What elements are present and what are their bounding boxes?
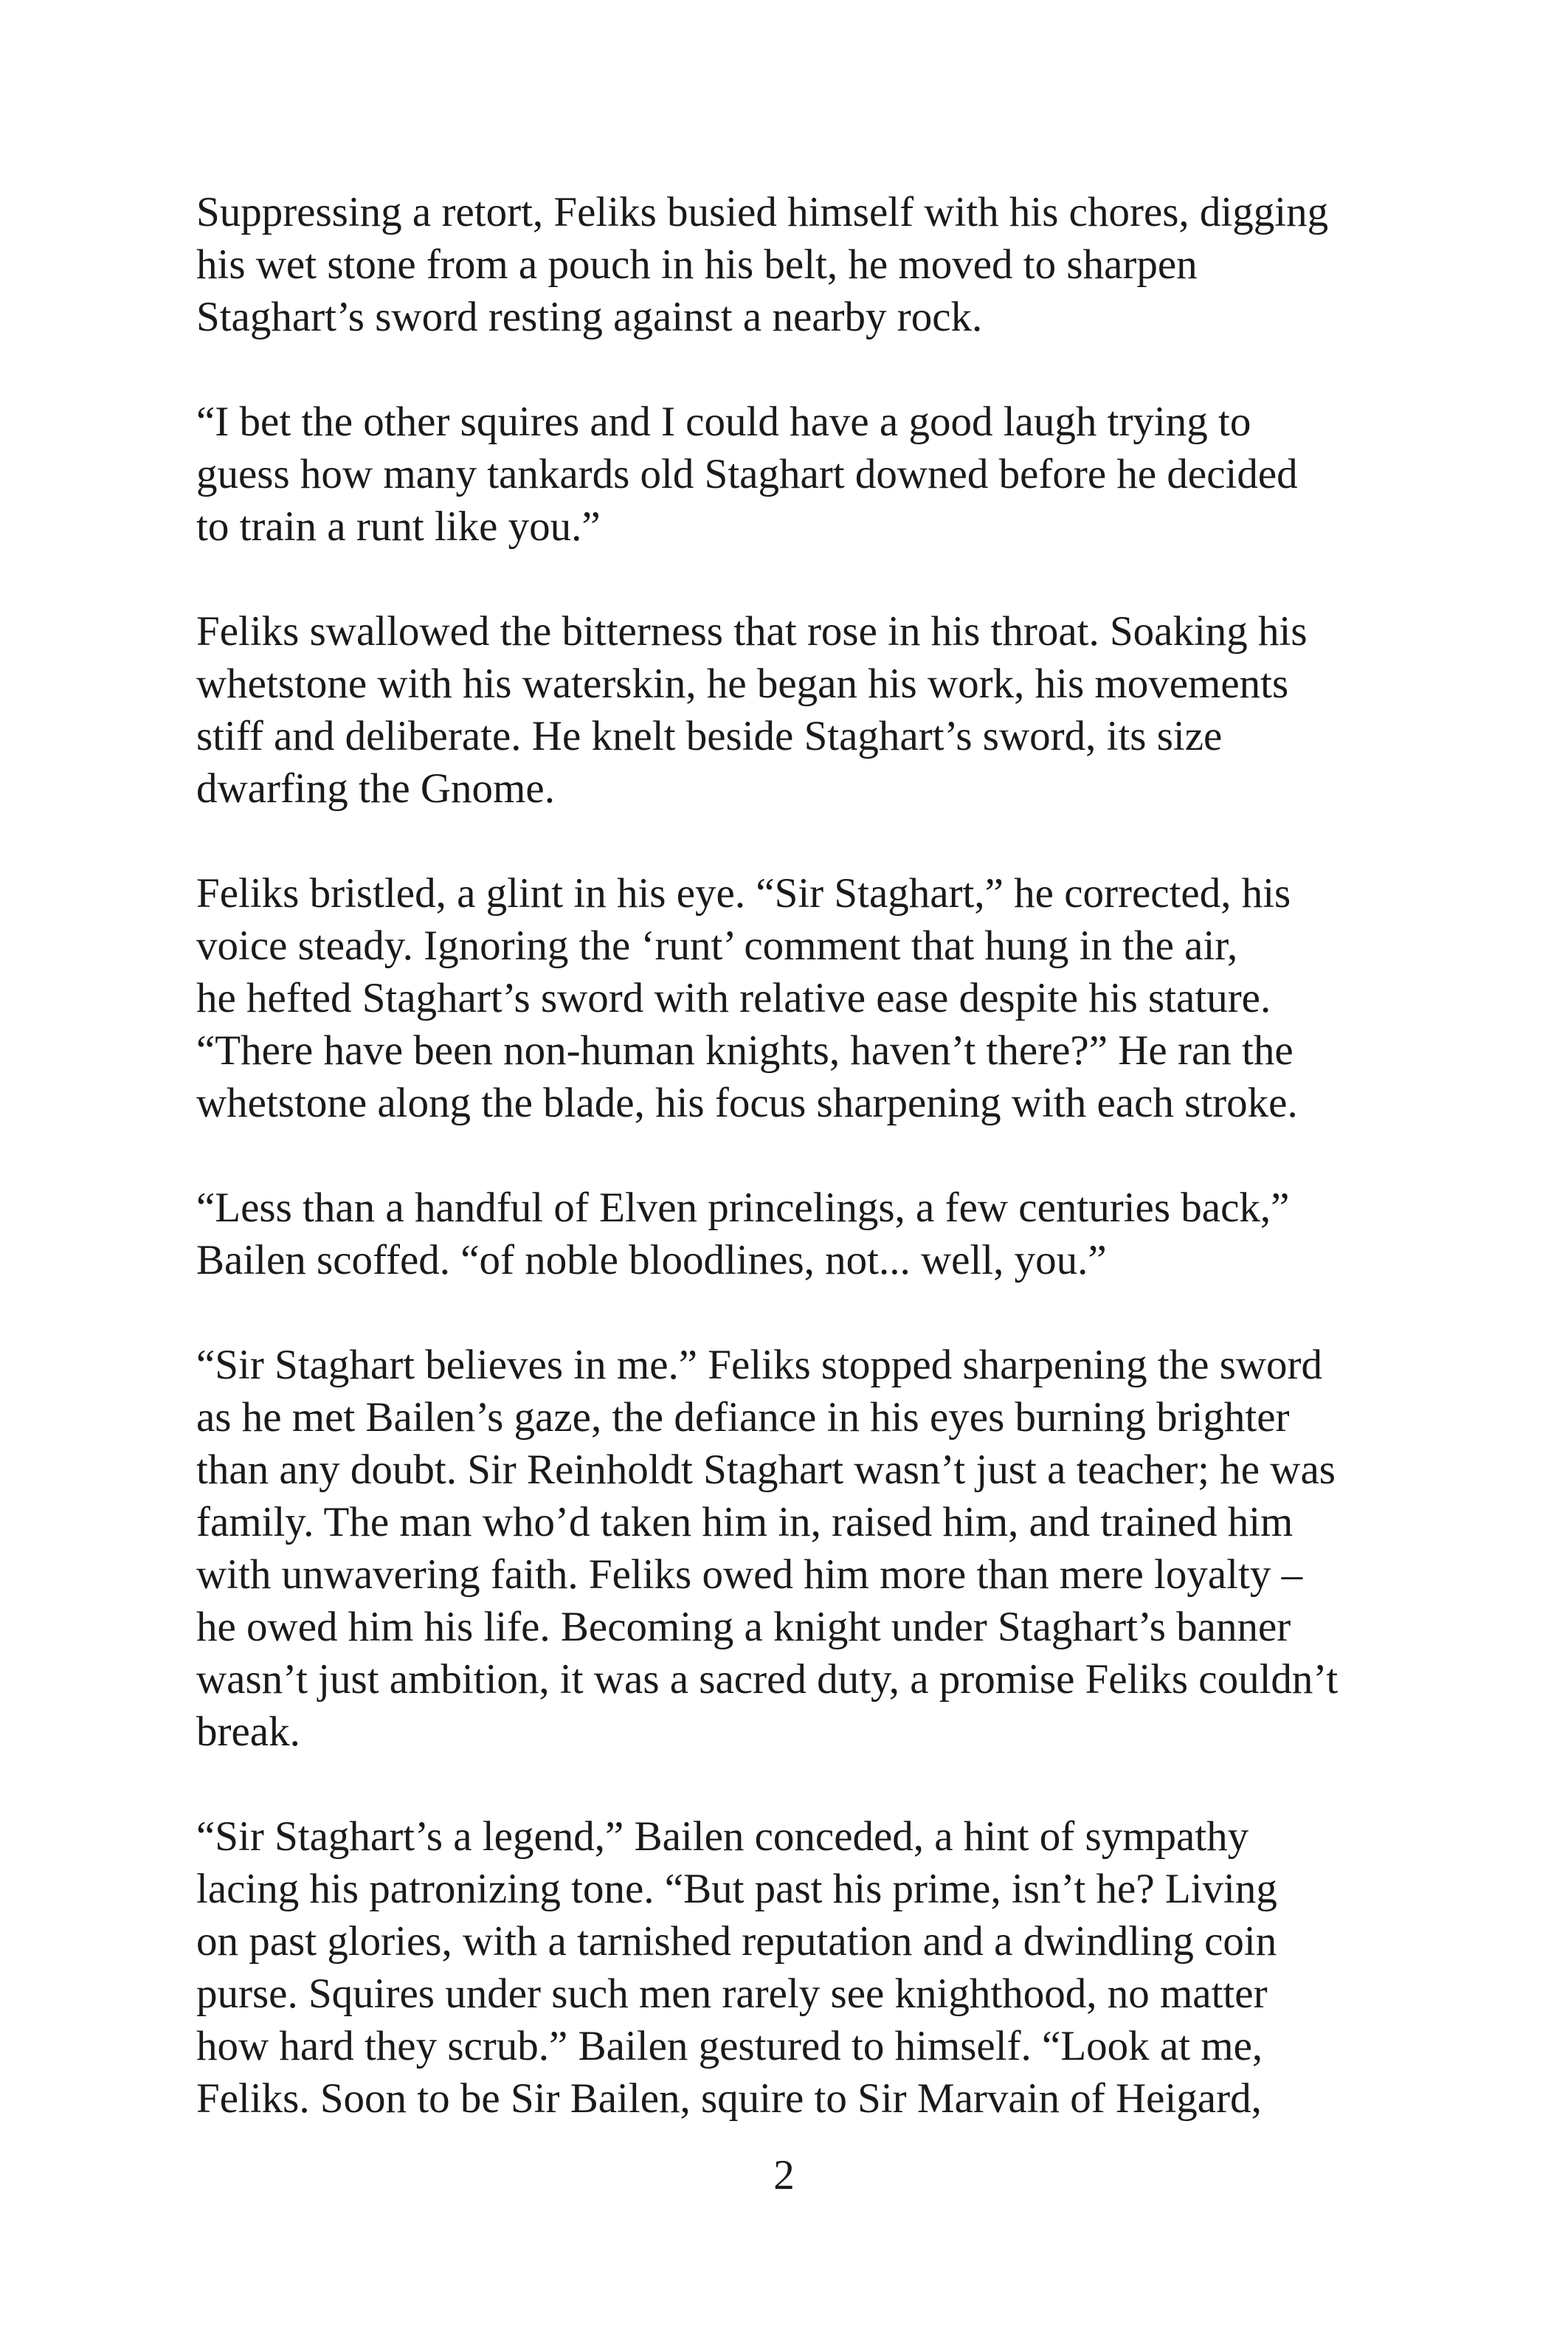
text-line: as he met Bailen’s gaze, the defiance in his eyes burning brighter: [196, 1394, 1290, 1441]
text-line: stiff and deliberate. He knelt beside Staghart’s sword, its size: [196, 713, 1223, 759]
paragraph: [196, 186, 1392, 343]
text-line: whetstone along the blade, his focus sharpening with each stroke.: [196, 1080, 1298, 1126]
text-line: “There have been non-human knights, haven’t there?” He ran the: [196, 1027, 1294, 1074]
text-line: Suppressing a retort, Feliks busied himself with his chores, digging: [196, 189, 1329, 235]
paragraph: [196, 1810, 1392, 2125]
text-line: guess how many tankards old Staghart downed before he decided: [196, 451, 1298, 497]
page-number: 2: [773, 2152, 795, 2198]
text-line: lacing his patronizing tone. “But past his prime, isn’t he? Living: [196, 1866, 1277, 1912]
text-line: “Less than a handful of Elven princelings, a few centuries back,”: [196, 1184, 1290, 1231]
text-line: Feliks. Soon to be Sir Bailen, squire to Sir Marvain of Heigard,: [196, 2075, 1262, 2122]
text-line: wasn’t just ambition, it was a sacred duty, a promise Feliks couldn’t: [196, 1656, 1339, 1703]
text-line: dwarfing the Gnome.: [196, 765, 555, 812]
text-line: to train a runt like you.”: [196, 503, 601, 550]
text-line: break.: [196, 1708, 300, 1755]
text-line: family. The man who’d taken him in, raised him, and trained him: [196, 1499, 1294, 1545]
text-line: voice steady. Ignoring the ‘runt’ comment that hung in the air,: [196, 922, 1238, 969]
text-line: than any doubt. Sir Reinholdt Staghart wasn’t just a teacher; he was: [196, 1446, 1336, 1493]
text-line: “Sir Staghart’s a legend,” Bailen conceded, a hint of sympathy: [196, 1813, 1249, 1860]
text-line: “I bet the other squires and I could have a good laugh trying to: [196, 399, 1251, 445]
text-line: on past glories, with a tarnished reputation and a dwindling coin: [196, 1918, 1277, 1965]
paragraph: [196, 396, 1392, 553]
text-line: Feliks bristled, a glint in his eye. “Sir Staghart,” he corrected, his: [196, 870, 1291, 917]
paragraph: [196, 1339, 1392, 1758]
text-line: purse. Squires under such men rarely see knighthood, no matter: [196, 1970, 1268, 2017]
paragraph: [196, 867, 1392, 1129]
text-line: his wet stone from a pouch in his belt, he moved to sharpen: [196, 241, 1198, 288]
text-line: Staghart’s sword resting against a nearby rock.: [196, 294, 983, 340]
text-line: “Sir Staghart believes in me.” Feliks stopped sharpening the sword: [196, 1342, 1323, 1388]
text-line: Feliks swallowed the bitterness that rose in his throat. Soaking his: [196, 608, 1308, 655]
text-line: he owed him his life. Becoming a knight under Staghart’s banner: [196, 1604, 1291, 1650]
text-line: how hard they scrub.” Bailen gestured to himself. “Look at me,: [196, 2023, 1263, 2069]
paragraph: [196, 1182, 1392, 1286]
text-line: Bailen scoffed. “of noble bloodlines, not... well, you.”: [196, 1237, 1107, 1283]
body-text: [196, 186, 1392, 2125]
text-line: with unwavering faith. Feliks owed him more than mere loyalty –: [196, 1551, 1303, 1598]
text-line: whetstone with his waterskin, he began his work, his movements: [196, 661, 1289, 707]
paragraph: [196, 605, 1392, 815]
text-line: he hefted Staghart’s sword with relative ease despite his stature.: [196, 975, 1271, 1021]
